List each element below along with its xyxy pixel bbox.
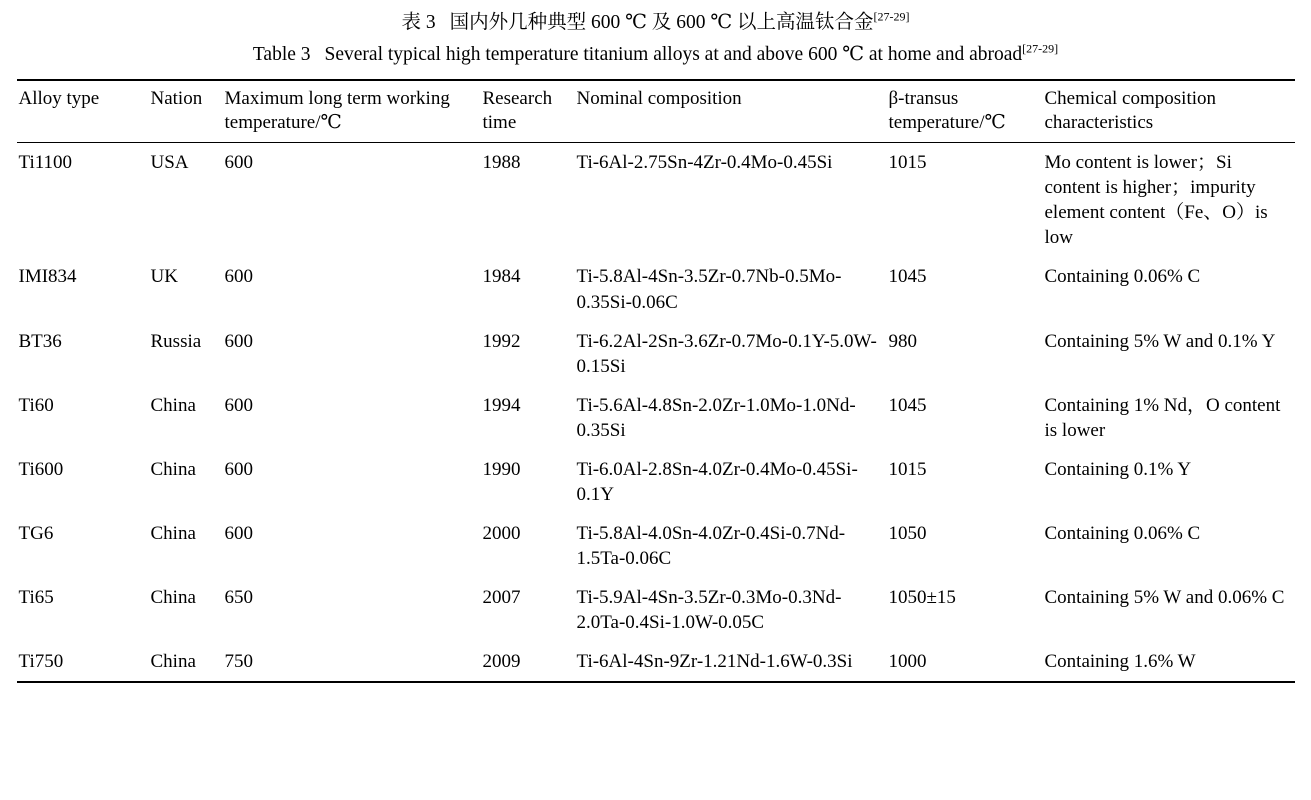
cell-beta-transus: 1000 bbox=[888, 651, 927, 673]
cell-research-time: 1988 bbox=[482, 152, 521, 174]
column-header-beta-transus-temperature: β-transus temperature/℃ bbox=[888, 87, 1006, 133]
table-header-row bbox=[17, 80, 1295, 143]
cell-composition: Ti-5.8Al-4.0Sn-4.0Zr-0.4Si-0.7Nd-1.5Ta-0.06C bbox=[576, 523, 846, 570]
cell-beta-transus: 980 bbox=[888, 330, 917, 352]
cell-beta-transus: 1015 bbox=[888, 152, 927, 174]
cell-composition: Ti-6Al-4Sn-9Zr-1.21Nd-1.6W-0.3Si bbox=[576, 651, 853, 673]
table-row bbox=[17, 450, 1295, 514]
alloy-table bbox=[17, 79, 1295, 684]
cell-characteristics: Mo content is lower；Si content is higher；impurity element content（Fe、O）is low bbox=[1044, 152, 1268, 249]
cell-research-time: 1994 bbox=[482, 394, 521, 416]
cell-nation: UK bbox=[150, 266, 178, 288]
cell-max-temp: 600 bbox=[224, 458, 253, 480]
cell-characteristics: Containing 1.6% W bbox=[1044, 651, 1196, 673]
cell-composition: Ti-6Al-2.75Sn-4Zr-0.4Mo-0.45Si bbox=[576, 152, 833, 174]
column-header-nominal-composition: Nominal composition bbox=[576, 87, 742, 109]
cell-max-temp: 600 bbox=[224, 266, 253, 288]
table-row bbox=[17, 514, 1295, 578]
cell-alloy-type: Ti60 bbox=[18, 394, 54, 416]
cell-research-time: 2000 bbox=[482, 523, 521, 545]
cell-research-time: 1984 bbox=[482, 266, 521, 288]
table-caption-english bbox=[0, 40, 1311, 69]
table-page bbox=[0, 8, 1311, 683]
caption-chinese-text: 国内外几种典型 600 ℃ 及 600 ℃ 以上高温钛合金 bbox=[449, 12, 874, 33]
cell-nation: China bbox=[150, 394, 196, 416]
caption-english-reference: [27-29] bbox=[1022, 41, 1059, 56]
cell-characteristics: Containing 5% W and 0.1% Y bbox=[1044, 330, 1276, 352]
table-body bbox=[17, 143, 1295, 683]
cell-max-temp: 600 bbox=[224, 394, 253, 416]
column-header-research-time: Research time bbox=[482, 87, 553, 133]
column-header-nation: Nation bbox=[150, 87, 203, 109]
cell-beta-transus: 1050±15 bbox=[888, 587, 956, 609]
table-row bbox=[17, 322, 1295, 386]
cell-characteristics: Containing 0.06% C bbox=[1044, 523, 1201, 545]
cell-research-time: 1992 bbox=[482, 330, 521, 352]
cell-characteristics: Containing 5% W and 0.06% C bbox=[1044, 587, 1285, 609]
cell-alloy-type: TG6 bbox=[18, 523, 54, 545]
cell-composition: Ti-5.9Al-4Sn-3.5Zr-0.3Mo-0.3Nd-2.0Ta-0.4Si-1.0W-0.05C bbox=[576, 587, 842, 634]
column-header-chemical-composition-characteristics: Chemical composition characteristics bbox=[1044, 87, 1217, 133]
cell-alloy-type: Ti65 bbox=[18, 587, 54, 609]
cell-max-temp: 600 bbox=[224, 523, 253, 545]
table-row bbox=[17, 257, 1295, 321]
cell-nation: China bbox=[150, 458, 196, 480]
caption-chinese-label: 表 3 bbox=[401, 12, 436, 33]
cell-nation: Russia bbox=[150, 330, 202, 352]
cell-max-temp: 650 bbox=[224, 587, 253, 609]
cell-nation: China bbox=[150, 587, 196, 609]
table-row bbox=[17, 386, 1295, 450]
cell-nation: China bbox=[150, 651, 196, 673]
cell-max-temp: 600 bbox=[224, 330, 253, 352]
cell-composition: Ti-6.2Al-2Sn-3.6Zr-0.7Mo-0.1Y-5.0W-0.15Si bbox=[576, 330, 877, 377]
cell-beta-transus: 1015 bbox=[888, 458, 927, 480]
cell-alloy-type: IMI834 bbox=[18, 266, 77, 288]
cell-alloy-type: Ti600 bbox=[18, 458, 64, 480]
cell-composition: Ti-5.6Al-4.8Sn-2.0Zr-1.0Mo-1.0Nd-0.35Si bbox=[576, 394, 856, 441]
cell-beta-transus: 1045 bbox=[888, 266, 927, 288]
cell-characteristics: Containing 0.06% C bbox=[1044, 266, 1201, 288]
caption-chinese-reference: [27-29] bbox=[873, 9, 910, 24]
cell-beta-transus: 1045 bbox=[888, 394, 927, 416]
cell-nation: USA bbox=[150, 152, 189, 174]
table-row bbox=[17, 143, 1295, 258]
cell-research-time: 2007 bbox=[482, 587, 521, 609]
table-row bbox=[17, 578, 1295, 642]
cell-characteristics: Containing 0.1% Y bbox=[1044, 458, 1192, 480]
cell-max-temp: 600 bbox=[224, 152, 253, 174]
cell-characteristics: Containing 1% Nd，O content is lower bbox=[1044, 394, 1281, 441]
caption-english-text: Several typical high temperature titanium alloys at and above 600 ℃ at home and abroad bbox=[324, 44, 1023, 66]
column-header-max-working-temperature: Maximum long term working temperature/℃ bbox=[224, 87, 450, 133]
cell-research-time: 2009 bbox=[482, 651, 521, 673]
caption-english-label: Table 3 bbox=[252, 44, 311, 66]
cell-max-temp: 750 bbox=[224, 651, 253, 673]
cell-composition: Ti-5.8Al-4Sn-3.5Zr-0.7Nb-0.5Mo-0.35Si-0.06C bbox=[576, 266, 842, 313]
column-header-alloy-type: Alloy type bbox=[18, 87, 100, 109]
cell-alloy-type: Ti1100 bbox=[18, 152, 73, 174]
table-caption-chinese bbox=[0, 8, 1311, 37]
cell-nation: China bbox=[150, 523, 196, 545]
cell-research-time: 1990 bbox=[482, 458, 521, 480]
table-row bbox=[17, 642, 1295, 682]
cell-composition: Ti-6.0Al-2.8Sn-4.0Zr-0.4Mo-0.45Si-0.1Y bbox=[576, 458, 858, 505]
cell-alloy-type: Ti750 bbox=[18, 651, 64, 673]
cell-beta-transus: 1050 bbox=[888, 523, 927, 545]
cell-alloy-type: BT36 bbox=[18, 330, 62, 352]
